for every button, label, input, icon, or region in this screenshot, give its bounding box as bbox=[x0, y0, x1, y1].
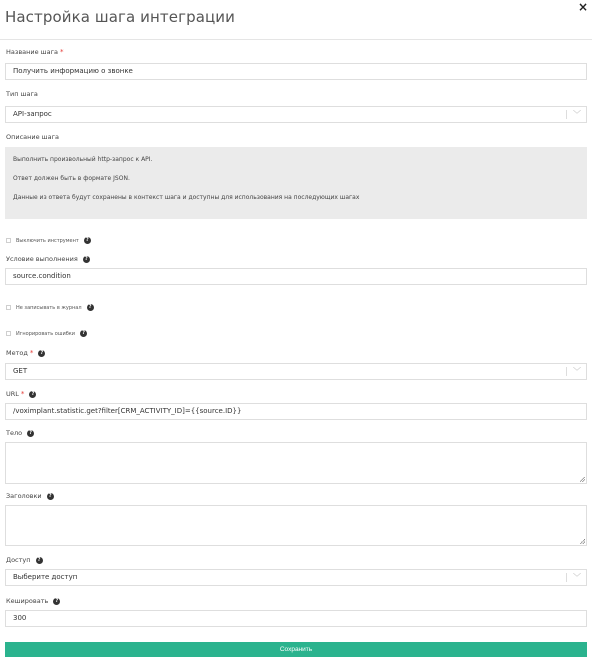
help-icon[interactable]: ? bbox=[53, 598, 60, 605]
description-label bbox=[6, 133, 59, 141]
body-label bbox=[6, 429, 34, 437]
step-name-label-text: Название шага bbox=[6, 48, 59, 56]
help-icon[interactable]: ? bbox=[83, 256, 90, 263]
access-label-text: Доступ bbox=[6, 556, 31, 564]
body-label-text: Тело bbox=[6, 429, 23, 437]
close-icon[interactable]: × bbox=[577, 0, 589, 14]
condition-label-text: Условие выполнения bbox=[6, 255, 78, 263]
help-icon[interactable]: ? bbox=[29, 391, 36, 398]
step-type-label bbox=[6, 90, 38, 98]
header-divider bbox=[0, 39, 592, 40]
ignore-errors-checkbox[interactable] bbox=[6, 330, 87, 337]
select-separator bbox=[566, 367, 567, 376]
condition-label bbox=[6, 255, 90, 263]
headers-textarea[interactable] bbox=[5, 505, 587, 546]
no-log-checkbox[interactable] bbox=[6, 304, 94, 311]
help-icon[interactable]: ? bbox=[84, 237, 91, 244]
method-label-text: Метод bbox=[6, 349, 28, 357]
step-type-select[interactable] bbox=[5, 106, 587, 123]
headers-label-text: Заголовки bbox=[6, 492, 42, 500]
no-log-label: Не записывать в журнал bbox=[16, 304, 82, 311]
save-button[interactable]: Сохранить bbox=[5, 642, 587, 657]
step-name-label bbox=[6, 48, 64, 56]
resize-handle-icon[interactable] bbox=[580, 539, 585, 544]
access-placeholder: Выберите доступ bbox=[13, 573, 78, 581]
description-line: Данные из ответа будут сохранены в контекст шага и доступны для использования на последующих шагах bbox=[13, 194, 360, 201]
help-icon[interactable]: ? bbox=[38, 350, 45, 357]
headers-label bbox=[6, 492, 54, 500]
url-label-text: URL bbox=[6, 390, 19, 398]
required-mark: * bbox=[29, 349, 34, 357]
disable-tool-label: Выключить инструмент bbox=[16, 237, 79, 244]
help-icon[interactable]: ? bbox=[47, 493, 54, 500]
condition-input[interactable]: source.condition bbox=[5, 268, 587, 285]
select-separator bbox=[566, 110, 567, 119]
cache-label-text: Кешировать bbox=[6, 597, 49, 605]
body-textarea[interactable] bbox=[5, 442, 587, 484]
help-icon[interactable]: ? bbox=[27, 430, 34, 437]
url-label bbox=[6, 390, 36, 398]
help-icon[interactable]: ? bbox=[87, 304, 94, 311]
checkbox-box[interactable] bbox=[6, 238, 11, 243]
method-value: GET bbox=[13, 367, 28, 375]
cache-input[interactable]: 300 bbox=[5, 610, 587, 627]
help-icon[interactable]: ? bbox=[80, 330, 87, 337]
step-type-value: API-запрос bbox=[13, 110, 52, 118]
dialog-title: Настройка шага интеграции bbox=[5, 8, 236, 26]
step-name-input[interactable]: Получить информацию о звонке bbox=[5, 63, 587, 80]
select-separator bbox=[566, 573, 567, 582]
required-mark: * bbox=[20, 390, 25, 398]
url-input[interactable]: /voximplant.statistic.get?filter[CRM_ACTIVITY_ID]={{source.ID}} bbox=[5, 403, 587, 420]
description-label-text: Описание шага bbox=[6, 133, 60, 141]
method-select[interactable] bbox=[5, 363, 587, 380]
disable-tool-checkbox[interactable] bbox=[6, 237, 91, 244]
chevron-down-icon[interactable]: ﹀ bbox=[573, 573, 581, 582]
checkbox-box[interactable] bbox=[6, 331, 11, 336]
resize-handle-icon[interactable] bbox=[580, 477, 585, 482]
method-label bbox=[6, 349, 45, 357]
access-select[interactable] bbox=[5, 569, 587, 586]
chevron-down-icon[interactable]: ﹀ bbox=[573, 110, 581, 119]
ignore-errors-label: Игнорировать ошибки bbox=[16, 330, 76, 337]
description-box bbox=[5, 147, 587, 219]
description-line: Выполнить произвольный http-запрос к API. bbox=[13, 156, 153, 163]
access-label bbox=[6, 556, 43, 564]
cache-label bbox=[6, 597, 60, 605]
required-mark: * bbox=[60, 48, 64, 56]
step-type-label-text: Тип шага bbox=[6, 90, 38, 98]
checkbox-box[interactable] bbox=[6, 305, 11, 310]
help-icon[interactable]: ? bbox=[36, 557, 43, 564]
chevron-down-icon[interactable]: ﹀ bbox=[573, 367, 581, 376]
description-line: Ответ должен быть в формате JSON. bbox=[13, 175, 130, 182]
